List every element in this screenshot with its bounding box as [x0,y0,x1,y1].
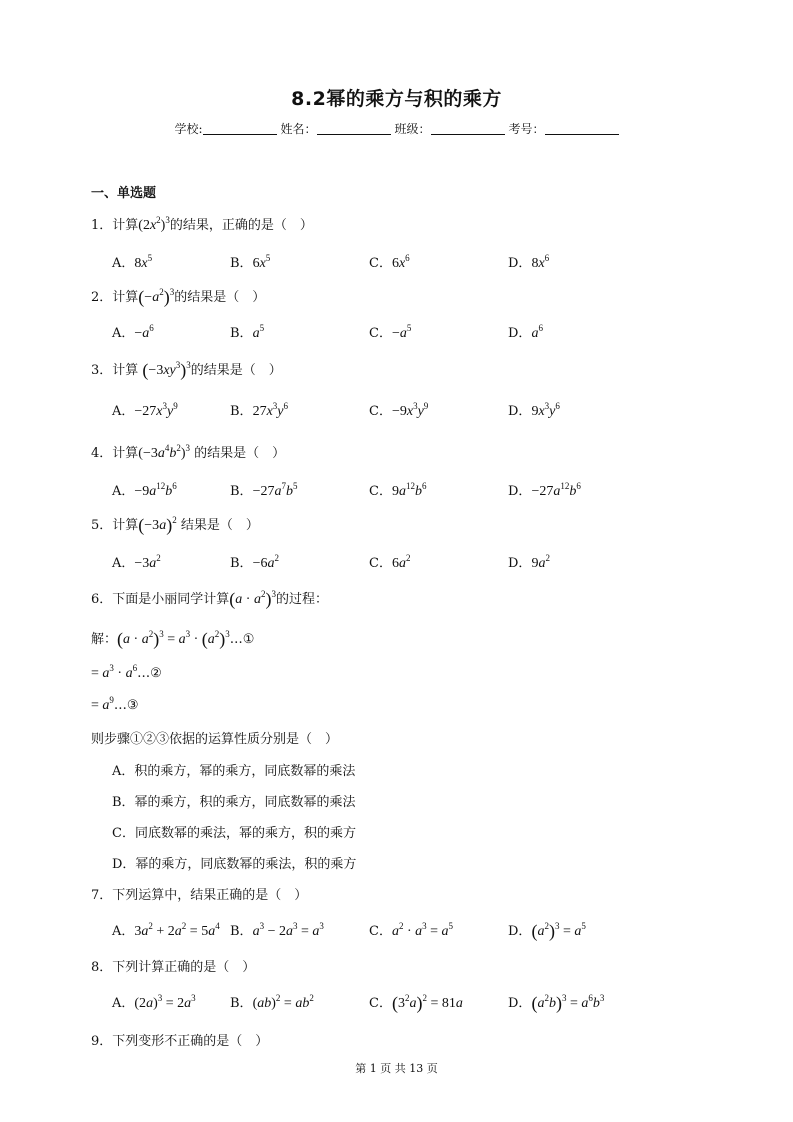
question-7: 7．下列运算中，结果正确的是（ ） [91,888,308,903]
q6-solution-step-3: = $a^9\dots ③$ [91,695,139,713]
page-footer: 第 1 页 共 13 页 [355,1062,438,1075]
q5-option-c[interactable]: C．$6a^2$ [369,553,411,571]
name-label: 姓名： [280,122,317,136]
question-9: 9．下列变形不正确的是（ ） [91,1034,269,1049]
q6-solution-step-1: 解：$(a \cdot a^2)^3 = a^3$ · $(a^2)^3\dots ①$ [91,629,255,649]
q2-option-d[interactable]: D．$a^6$ [508,323,543,341]
school-label: 学校: [174,122,203,136]
q6-solution-step-2: = $a^3$ · $a^6\dots ②$ [91,663,162,681]
q3-option-d[interactable]: D．$9x^3y^6$ [508,401,560,419]
q4-option-d[interactable]: D．$-27a^{12}b^6$ [508,481,581,499]
school-blank[interactable] [203,122,277,135]
question-5: 5．计算$(-3a)^2$ 结果是（ ） [91,515,259,535]
q4-option-c[interactable]: C．$9a^{12}b^6$ [369,481,427,499]
q6-option-d[interactable]: D．幂的乘方，同底数幂的乘法，积的乘方 [112,857,357,872]
q1-stem-start: 1．计算 [91,218,139,233]
q1-option-c[interactable]: C．$6x^6$ [369,253,410,271]
page-title: 8.2幂的乘方与积的乘方 [291,88,502,110]
q6-option-c[interactable]: C．同底数幂的乘法，幂的乘方，积的乘方 [112,826,356,841]
q7-option-a[interactable]: A．$3a^2 + 2a^2 = 5a^4$ [112,921,220,939]
q5-option-b[interactable]: B．$-6a^2$ [230,553,279,571]
q1-option-b[interactable]: B．$6x^5$ [230,253,271,271]
q7-option-b[interactable]: B．$a^3 - 2a^3 = a^3$ [230,921,324,939]
q1-stem-end: 的结果，正确的是（ ） [169,218,313,233]
q2-option-b[interactable]: B．$a^5$ [230,323,265,341]
q2-option-a[interactable]: A．$-a^6$ [112,323,154,341]
q3-expression: $(-3xy^3)^3$ [142,360,191,380]
q2-expression: $(-a^2)^3$ [138,287,175,307]
q8-option-b[interactable]: B．$(ab)^2 = ab^2$ [230,993,314,1011]
q6-option-b[interactable]: B．幂的乘方，积的乘方，同底数幂的乘法 [112,795,356,810]
q7-option-d[interactable]: D．$(a^2)^3 = a^5$ [508,921,586,941]
q6-ask: 则步骤①②③依据的运算性质分别是（ ） [91,732,339,747]
q7-option-c[interactable]: C．$a^2 \cdot a^3 = a^5$ [369,921,454,939]
q4-expression: $(-3a^4b^2)^3$ [138,443,191,461]
q4-option-b[interactable]: B．$-27a^7b^5$ [230,481,298,499]
question-3: 3．计算 $(-3xy^3)^3$的结果是（ ） [91,360,282,380]
q5-expression: $(-3a)^2$ [138,515,177,535]
question-6: 6．下面是小丽同学计算$(a \cdot a^2)^3$的过程： [91,589,328,609]
q8-option-a[interactable]: A．$(2a)^3 = 2a^3$ [112,993,196,1011]
q6-option-a[interactable]: A．积的乘方，幂的乘方，同底数幂的乘法 [112,764,356,779]
q6-expression: $(a \cdot a^2)^3$ [229,589,276,609]
q1-option-d[interactable]: D．$8x^6$ [508,253,550,271]
q3-option-c[interactable]: C．$-9x^3y^9$ [369,401,429,419]
section-heading: 一、单选题 [91,186,157,201]
class-blank[interactable] [431,122,505,135]
q1-expression: $(2x^2)^3$ [138,215,170,233]
q2-option-c[interactable]: C．$-a^5$ [369,323,412,341]
id-label: 考号： [508,122,545,136]
q5-option-d[interactable]: D．$9a^2$ [508,553,550,571]
question-1 [91,214,313,234]
q8-option-c[interactable]: C．$(3^2a)^2 = 81a$ [369,993,463,1013]
question-8: 8．下列计算正确的是（ ） [91,960,256,975]
question-4: 4．计算$(-3a^4b^2)^3$ 的结果是（ ） [91,443,286,461]
student-info-line [0,120,793,137]
class-label: 班级： [394,122,431,136]
question-2: 2．计算$(-a^2)^3$的结果是（ ） [91,287,266,307]
q4-option-a[interactable]: A．$-9a^{12}b^6$ [112,481,177,499]
q5-option-a[interactable]: A．$-3a^2$ [112,553,161,571]
q3-option-b[interactable]: B．$27x^3y^6$ [230,401,288,419]
name-blank[interactable] [317,122,391,135]
q1-option-a[interactable]: A．$8x^5$ [112,253,153,271]
id-blank[interactable] [545,122,619,135]
q3-option-a[interactable]: A．$-27x^3y^9$ [112,401,178,419]
q8-option-d[interactable]: D．$(a^2b)^3 = a^6b^3$ [508,993,605,1013]
